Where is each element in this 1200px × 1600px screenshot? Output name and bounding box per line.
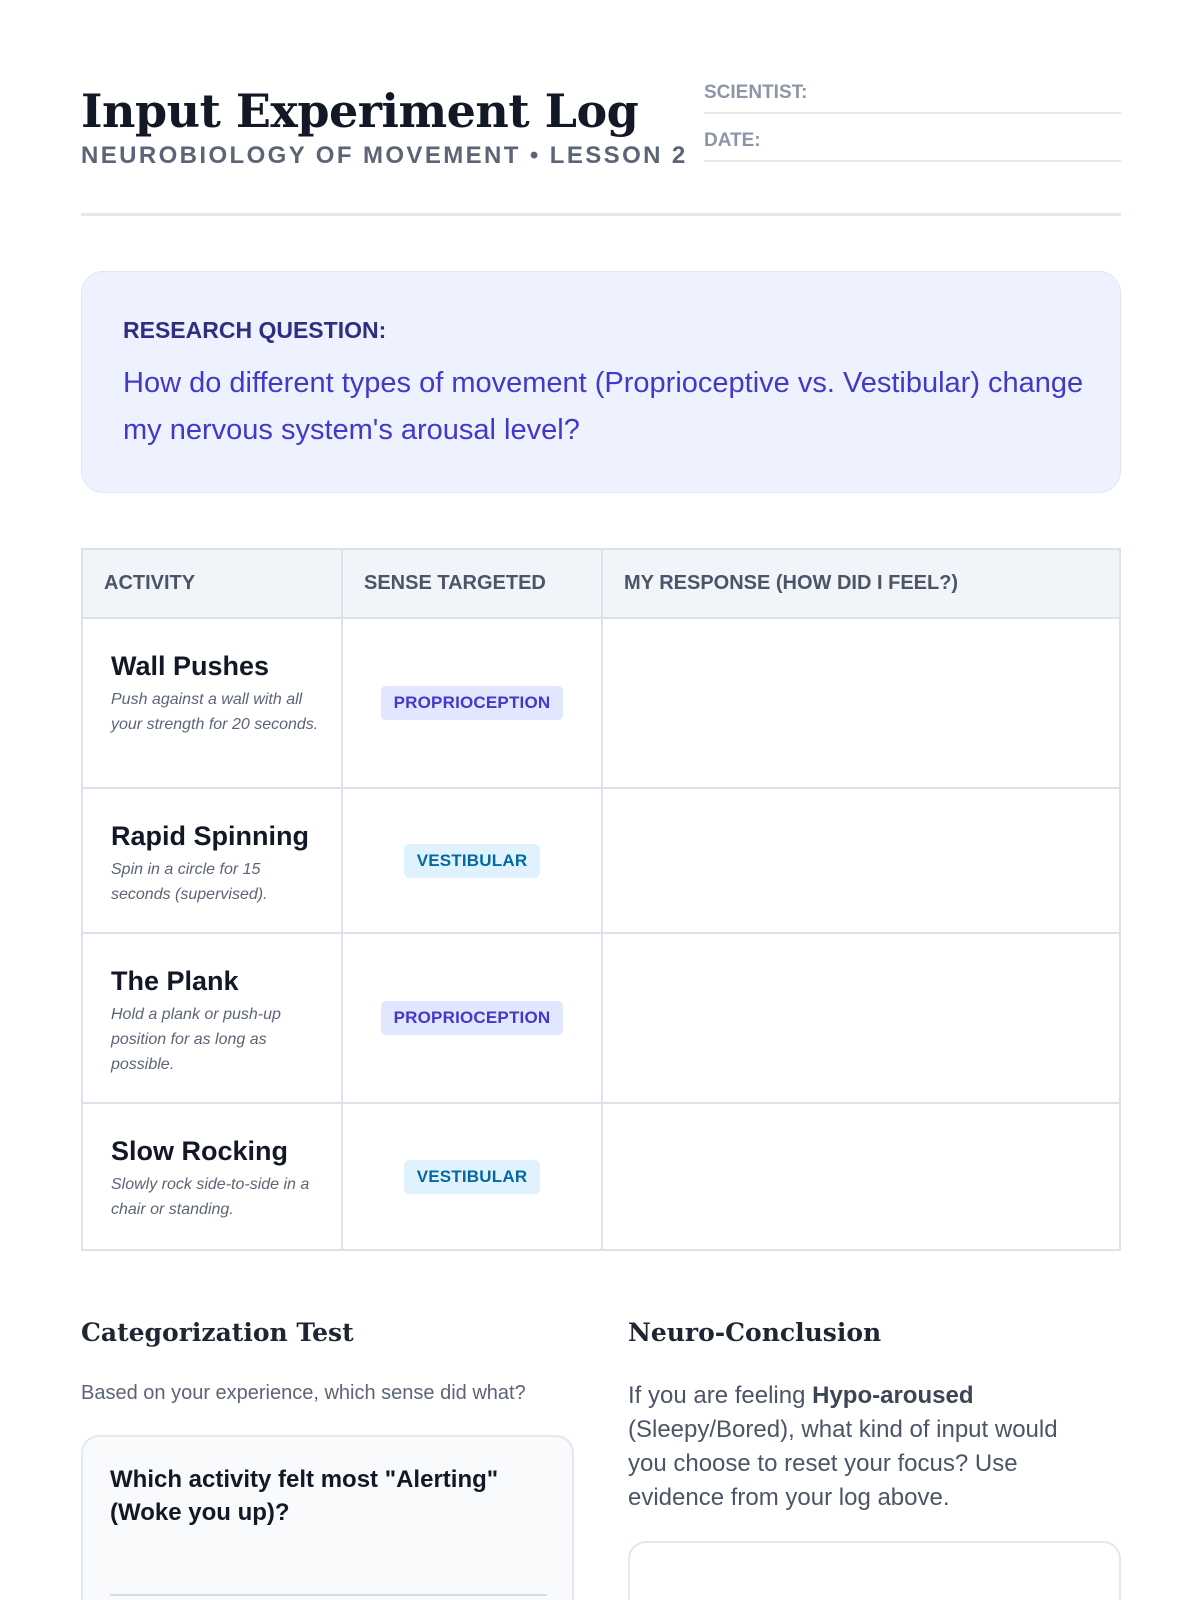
table-row bbox=[83, 934, 1119, 1104]
activity-name: Wall Pushes bbox=[111, 651, 270, 681]
conclusion-text-after: (Sleepy/Bored), what kind of input would you choose to reset your focus? Use evidence from your log above. bbox=[628, 1416, 1058, 1511]
header-activity: ACTIVITY bbox=[83, 550, 343, 617]
response-cell[interactable] bbox=[603, 1104, 1119, 1249]
scientist-field[interactable] bbox=[704, 80, 1121, 114]
research-question-text: How do different types of movement (Proprioceptive vs. Vestibular) change my nervous system's arousal level? bbox=[123, 367, 1084, 446]
table-header bbox=[83, 550, 1119, 619]
conclusion-text-bold: Hypo-aroused bbox=[812, 1382, 974, 1409]
conclusion-answer-box[interactable] bbox=[628, 1541, 1121, 1600]
activity-name: The Plank bbox=[111, 966, 239, 996]
worksheet-header bbox=[81, 80, 1121, 216]
table-row bbox=[83, 789, 1119, 934]
activity-name: Rapid Spinning bbox=[111, 821, 309, 851]
activity-cell bbox=[83, 619, 343, 787]
date-field-label: DATE: bbox=[704, 130, 761, 151]
sense-badge: PROPRIOCEPTION bbox=[381, 686, 564, 720]
header-sense: SENSE TARGETED bbox=[343, 550, 603, 617]
response-cell[interactable] bbox=[603, 619, 1119, 787]
categorization-title: Categorization Test bbox=[81, 1318, 354, 1347]
activity-name: Slow Rocking bbox=[111, 1136, 289, 1166]
conclusion-prompt bbox=[628, 1379, 1098, 1515]
header-fields bbox=[704, 80, 1121, 176]
table-row bbox=[83, 1104, 1119, 1249]
sense-cell bbox=[343, 1104, 603, 1249]
answer-line[interactable] bbox=[110, 1594, 547, 1596]
activity-description: Hold a plank or push-up position for as long as possible. bbox=[111, 1006, 281, 1073]
sense-cell bbox=[343, 789, 603, 932]
date-field[interactable] bbox=[704, 128, 1121, 162]
research-question-label: RESEARCH QUESTION: bbox=[123, 317, 387, 343]
scientist-field-label: SCIENTIST: bbox=[704, 82, 808, 103]
sense-cell bbox=[343, 619, 603, 787]
categorization-question: Which activity felt most "Alerting" (Woke you up)? bbox=[110, 1466, 499, 1526]
sense-badge: PROPRIOCEPTION bbox=[381, 1001, 564, 1035]
sense-badge: VESTIBULAR bbox=[404, 844, 541, 878]
response-cell[interactable] bbox=[603, 934, 1119, 1102]
activity-description: Spin in a circle for 15 seconds (supervised). bbox=[111, 861, 268, 903]
categorization-question-card bbox=[81, 1435, 574, 1600]
page-subtitle: NEUROBIOLOGY OF MOVEMENT • LESSON 2 bbox=[81, 142, 688, 169]
categorization-intro: Based on your experience, which sense did what? bbox=[81, 1382, 526, 1404]
activity-cell bbox=[83, 789, 343, 932]
worksheet-page bbox=[81, 0, 1121, 1600]
experiment-log-table bbox=[81, 548, 1121, 1251]
conclusion-text-before: If you are feeling bbox=[628, 1382, 813, 1409]
activity-description: Push against a wall with all your strength for 20 seconds. bbox=[111, 691, 319, 733]
activity-description: Slowly rock side-to-side in a chair or standing. bbox=[111, 1176, 310, 1218]
table-row bbox=[83, 619, 1119, 789]
activity-cell bbox=[83, 934, 343, 1102]
sense-cell bbox=[343, 934, 603, 1102]
header-response: MY RESPONSE (HOW DID I FEEL?) bbox=[624, 572, 959, 594]
conclusion-title: Neuro-Conclusion bbox=[628, 1318, 882, 1347]
response-cell[interactable] bbox=[603, 789, 1119, 932]
research-question-box bbox=[81, 271, 1121, 493]
activity-cell bbox=[83, 1104, 343, 1249]
page-title: Input Experiment Log bbox=[81, 84, 639, 138]
sense-badge: VESTIBULAR bbox=[404, 1160, 541, 1194]
